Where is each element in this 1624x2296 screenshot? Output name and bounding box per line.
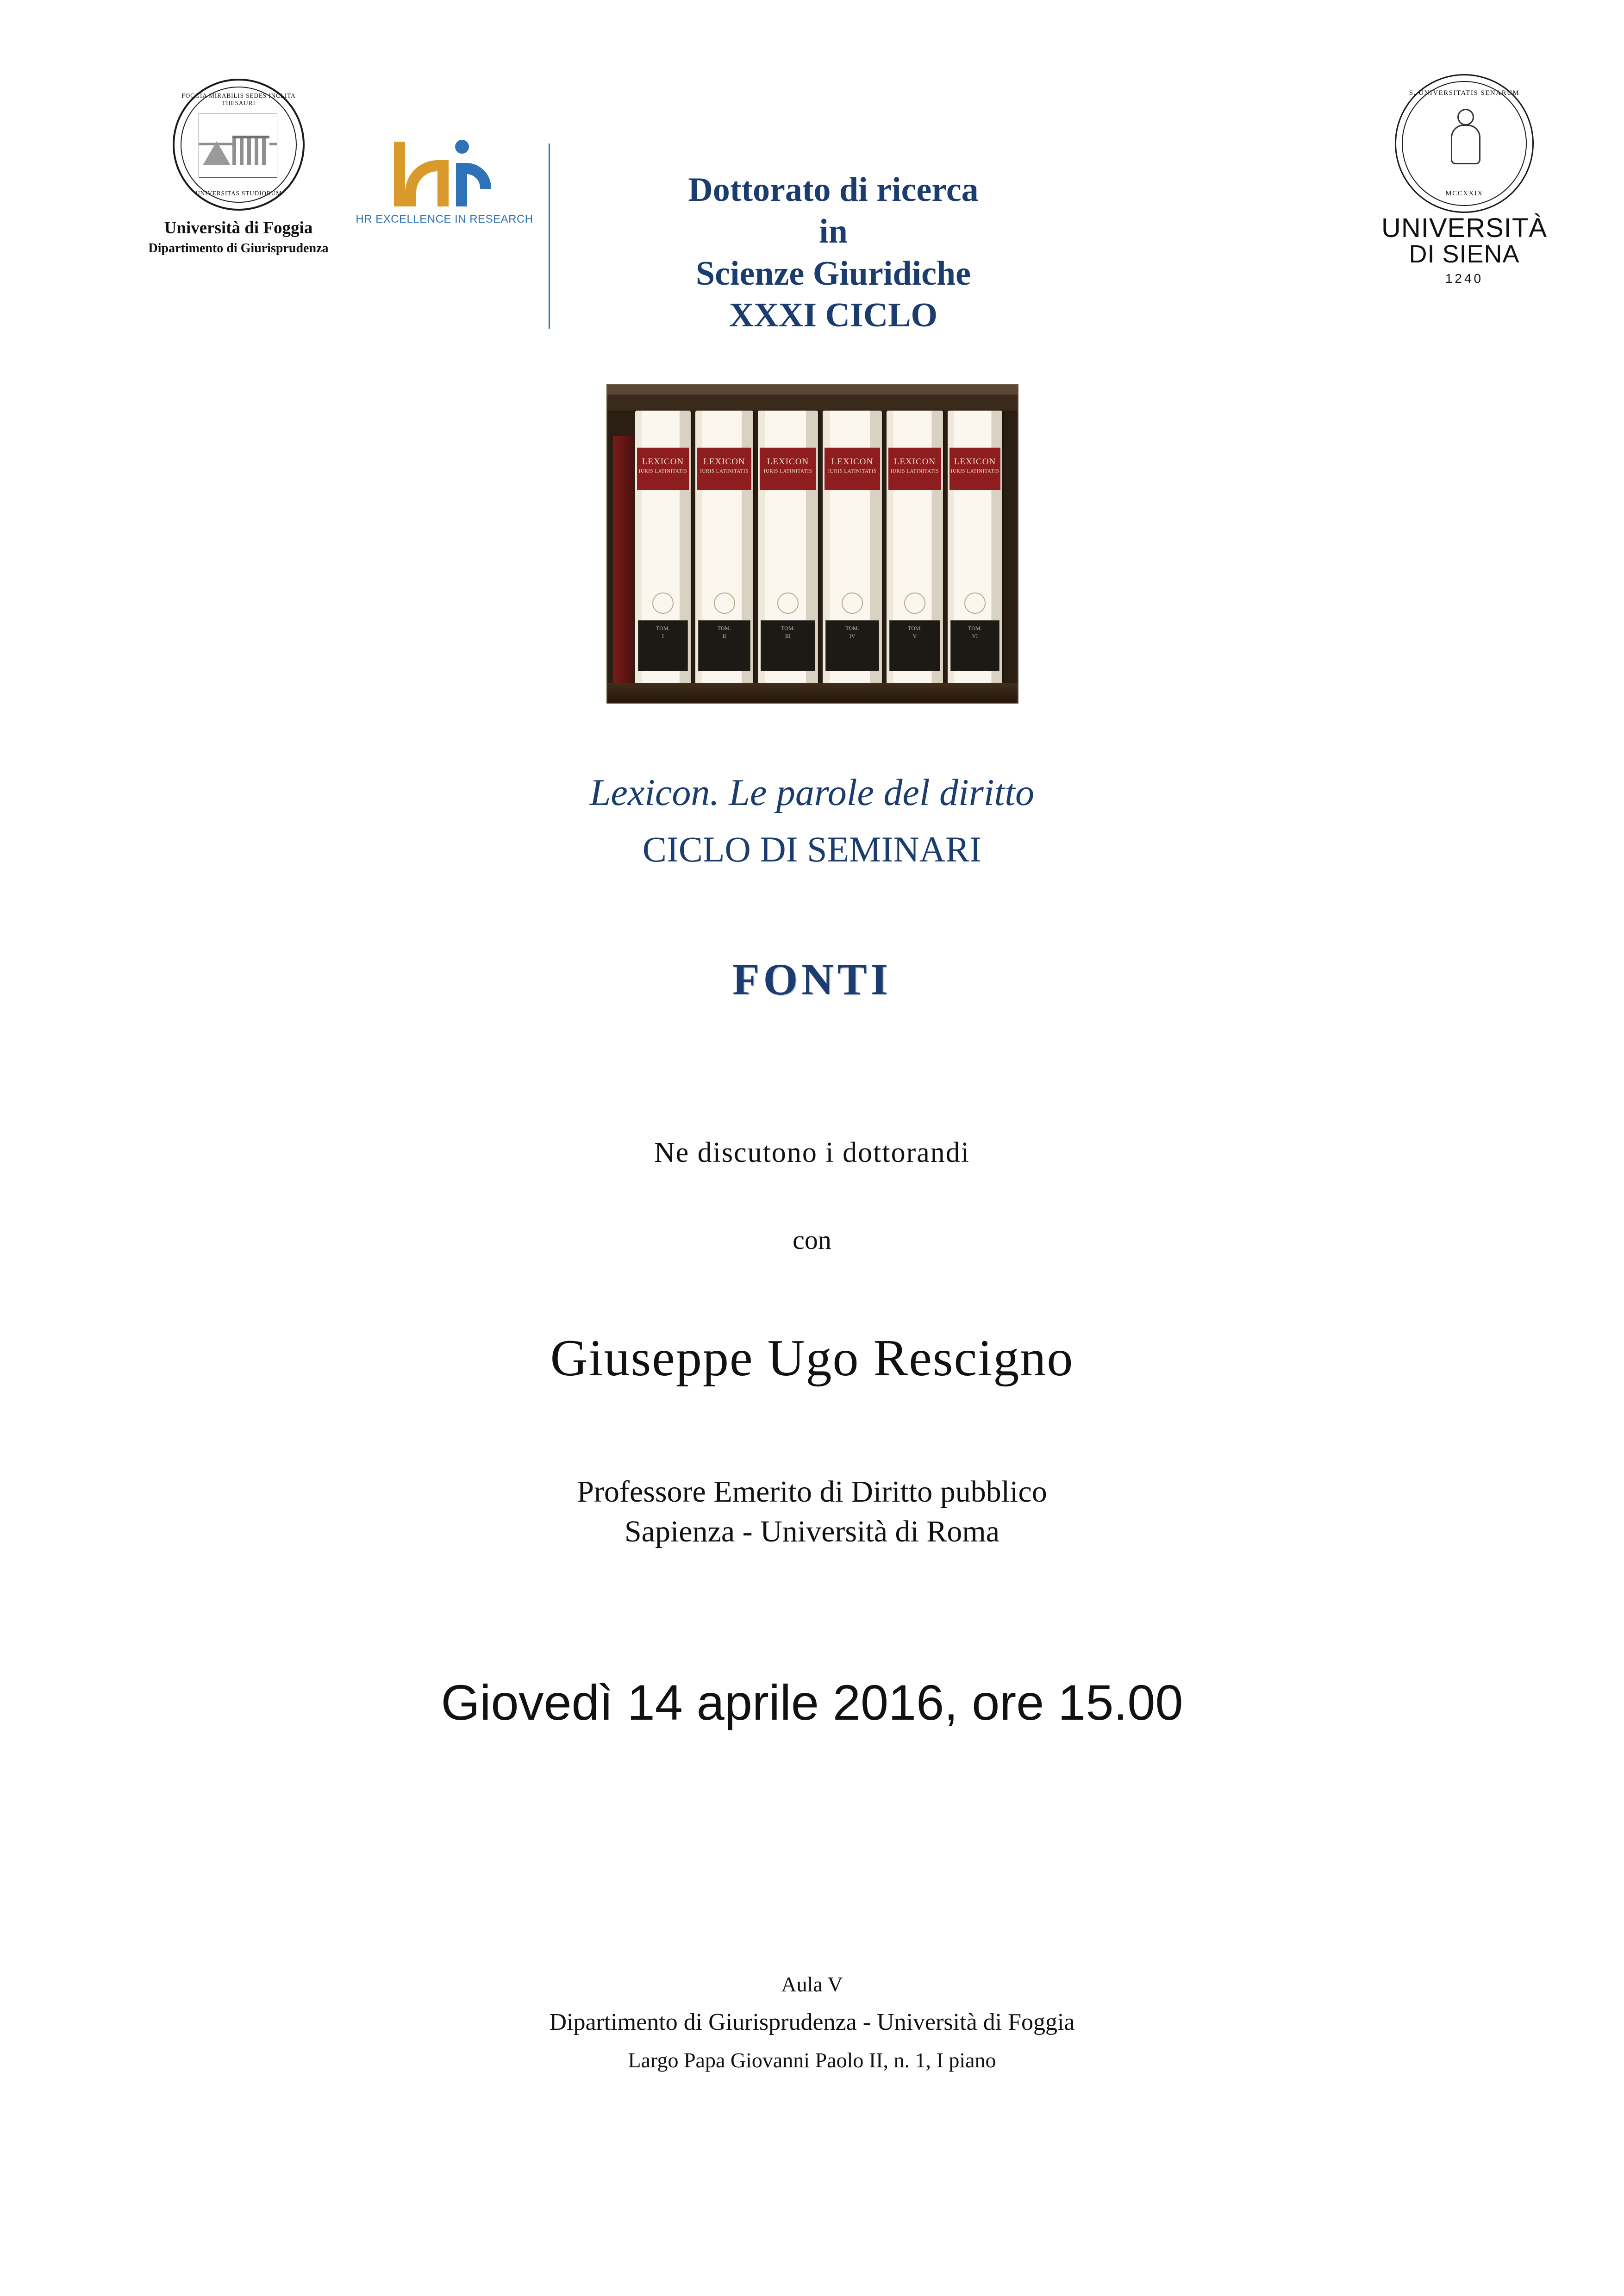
book-label: LEXICON IURIS LATINITATIS <box>637 448 689 490</box>
siena-seal-ring-bottom: MCCXXIX <box>1445 190 1483 197</box>
speaker-affiliation-line-1: Professore Emerito di Diritto pubblico <box>577 1475 1047 1509</box>
foggia-seal-ring-bottom: UNIVERSITAS STUDIORUM <box>195 190 282 197</box>
book-footplate: TOM. V <box>889 620 940 671</box>
book-spine <box>948 411 1002 683</box>
book-footplate: TOM. III <box>761 620 815 671</box>
venue-address: Largo Papa Giovanni Paolo II, n. 1, I piano <box>628 2048 996 2072</box>
book-label: LEXICON IURIS LATINITATIS <box>824 448 880 490</box>
speaker-affiliation-line-2: Sapienza - Università di Roma <box>624 1514 1000 1548</box>
siena-seal-icon <box>1395 74 1534 213</box>
seminar-series-subtitle: CICLO DI SEMINARI <box>642 829 982 869</box>
university-foggia-logo-block <box>118 79 359 256</box>
book-label: LEXICON IURIS LATINITATIS <box>697 448 751 490</box>
foggia-university-name: Università di Foggia <box>164 218 313 237</box>
siena-seal-figure-icon <box>1443 109 1485 169</box>
page-title-line-2: in <box>819 212 848 251</box>
venue-block <box>0 1972 1624 2072</box>
book-ornament-icon <box>777 593 799 614</box>
event-datetime: Giovedì 14 aprile 2016, ore 15.00 <box>441 1674 1183 1730</box>
university-siena-logo-block <box>1355 74 1573 286</box>
page-title <box>463 169 1204 336</box>
lexicon-books-photo <box>606 384 1018 704</box>
poster-header <box>0 69 1624 334</box>
page-title-line-3: Scienze Giuridiche <box>696 254 971 293</box>
foggia-seal-ring-top: FOGGIA MIRABILIS SEDES INCLITA THESAURI <box>181 93 296 107</box>
venue-room: Aula V <box>781 1972 843 1996</box>
book-ornament-icon <box>904 593 925 614</box>
book-footplate: TOM. II <box>698 620 750 671</box>
siena-seal-ring-top: S. UNIVERSITATIS SENARUM <box>1409 89 1520 97</box>
book-footplate: TOM. IV <box>825 620 879 671</box>
siena-foundation-year: 1240 <box>1445 271 1484 286</box>
venue-department: Dipartimento di Giurisprudenza - Università di Foggia <box>549 2009 1075 2035</box>
book-ornament-icon <box>652 593 674 614</box>
book-footplate: TOM. I <box>638 620 688 671</box>
book-footplate: TOM. VI <box>950 620 999 671</box>
foggia-seal-icon <box>173 79 305 211</box>
shelf-front-edge <box>607 683 1018 703</box>
discussants-line: Ne discutono i dottorandi <box>654 1137 970 1168</box>
book-label: LEXICON IURIS LATINITATIS <box>949 448 1000 490</box>
book-spine <box>695 411 753 683</box>
book-spine <box>823 411 882 683</box>
siena-name-line-2: DI SIENA <box>1409 240 1520 268</box>
siena-name-line-1: UNIVERSITÀ <box>1381 213 1548 243</box>
book-ornament-icon <box>714 593 735 614</box>
foggia-department-name: Dipartimento di Giurisprudenza <box>148 241 329 256</box>
page-title-line-1: Dottorato di ricerca <box>688 171 979 209</box>
siena-university-name <box>1355 215 1573 267</box>
page-title-line-4: XXXI CICLO <box>729 296 938 334</box>
book-spine-dark <box>613 436 634 683</box>
speaker-affiliation <box>0 1472 1624 1552</box>
book-spine <box>635 411 691 683</box>
hr-excellence-caption: HR EXCELLENCE IN RESEARCH <box>356 213 533 225</box>
seminar-topic: FONTI <box>732 955 892 1004</box>
book-ornament-icon <box>964 593 986 614</box>
book-ornament-icon <box>842 593 863 614</box>
seminar-series-title: Lexicon. Le parole del diritto <box>589 771 1035 813</box>
book-spine <box>758 411 818 683</box>
speaker-name: Giuseppe Ugo Rescigno <box>550 1329 1074 1387</box>
book-label: LEXICON IURIS LATINITATIS <box>760 448 816 490</box>
book-label: LEXICON IURIS LATINITATIS <box>888 448 941 490</box>
with-label: con <box>793 1225 831 1255</box>
book-spine <box>887 411 943 683</box>
